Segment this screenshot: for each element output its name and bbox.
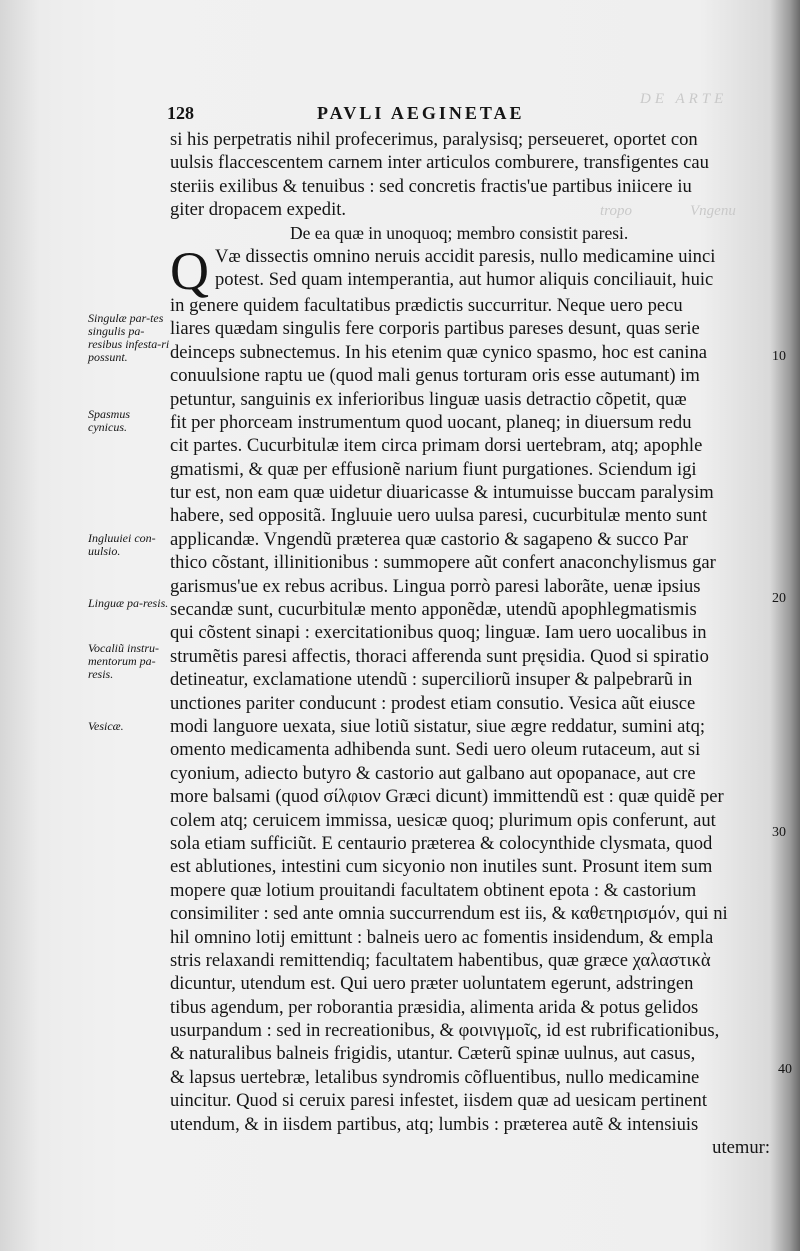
running-title: PAVLI AEGINETAE [317,103,525,123]
text-line: consimiliter : sed ante omnia succurrendum est iis, & καθετηρισμόν, qui ni [170,903,728,925]
text-line: utendum, & in iisdem partibus, atq; lumbis : præterea autẽ & intensiuis [170,1113,699,1135]
text-line: applicandæ. Vngendũ præterea quæ castorio & sagapeno & succo Par [170,528,689,550]
text-line: secandæ sunt, cucurbitulæ mento apponẽdæ, utendũ apophlegmatismis [170,599,697,621]
text-line: colem atq; ceruicem immissa, uesicæ quoq; plurimum opis conferunt, aut [170,809,716,831]
text-line: tibus agendum, per roborantia præsidia, alimenta arida & potus gelidos [170,996,699,1018]
line-number: 40 [778,1062,792,1077]
text-line: tur est, non eam quæ uidetur diuaricasse & intumuisse buccam paralysim [170,482,714,504]
main-text-block [170,128,770,1159]
drop-cap: Q [170,240,209,301]
text-line: dicuntur, utendum est. Qui uero præter uoluntatem egerunt, adstringen [170,973,694,995]
text-line: usurpandum : sed in recreationibus, & φοινιγμοῖς, id est rubrificationibus, [170,1020,720,1042]
drop-cap-paragraph [170,240,770,301]
text-line: fit per phorceam instrumentum quod uocant, planeq; in diuersum redu [170,411,692,433]
margin-note: Vocaliũ instru-mentorum pa-resis. [88,641,159,681]
text-line: & naturalibus balneis frigidis, utantur. Cæterũ spinæ uulnus, aut casus, [170,1043,696,1065]
text-line: conuulsione raptu ue (quod mali genus torturam oris esse autumant) im [170,365,700,387]
text-line: potest. Sed quam intemperantia, aut humor aliquis conciliauit, huic [215,269,714,291]
text-line: petuntur, sanguinis ex inferioribus linguæ uasis detractio cõpetit, quæ [170,388,687,410]
text-line: deinceps subnectemus. In his etenim quæ cynico spasmo, hoc est canina [170,341,708,363]
margin-note: Vesicæ. [88,719,124,733]
bleed-line: Vngenu [690,203,736,219]
catchword: utemur: [712,1137,770,1159]
text-line: stris relaxandi remittendiq; facultatem habentibus, quæ græce χαλαστικὰ [170,949,711,971]
text-line: detineatur, exclamatione utendũ : superciliorũ insuper & palpebrarũ in [170,669,693,691]
bleed-line: tropo [600,203,632,219]
text-line: giter dropacem expedit. [170,199,347,221]
text-line: est ablutiones, intestini cum sicyonio non inutiles sunt. Prosunt item sum [170,856,713,878]
text-line: hil omnino lotij emittunt : balneis uero ac fomentis insidendum, & empla [170,926,714,948]
text-line: strumẽtis paresi affectis, thoraci afferenda sunt pręsidia. Quod si spiratio [170,645,709,667]
text-line: Væ dissectis omnino neruis accidit paresis, nullo medicamine uinci [215,245,716,267]
text-line: uulsis flaccescentem carnem inter articulos comburere, transfigentes cau [170,152,709,174]
text-line: habere, sed oppositã. Ingluuie uero uulsa paresi, cucurbitulæ mento sunt [170,505,708,527]
line-number: 10 [772,349,786,364]
text-line: steriis exilibus & tenuibus : sed concretis fractis'ue partibus iniicere iu [170,175,692,197]
text-line: uincitur. Quod si ceruix paresi infestet, iisdem quæ ad uesicam pertinent [170,1090,708,1112]
margin-note: Ingluuiei con-uulsio. [88,531,156,558]
text-line: & lapsus uertebræ, letalibus syndromis cõfluentibus, nullo medicamine [170,1066,700,1088]
text-line: qui cõstent sinapi : exercitationibus quoq; linguæ. Iam uero uocalibus in [170,622,707,644]
text-line: liares quædam singulis fere corporis partibus pareses desunt, quas serie [170,318,700,340]
section-heading: De ea quæ in unoquoq; membro consistit paresi. [290,222,629,243]
page-number: 128 [167,103,194,123]
text-line: si his perpetratis nihil profecerimus, paralysisq; perseueret, oportet con [170,129,698,150]
line-number: 30 [772,825,786,840]
margin-note: Spasmus cynicus. [88,407,131,434]
text-line: unctiones pariter conducunt : prodest etiam consutio. Vesica aũt eiusce [170,692,696,714]
bleed-line: DE ARTE [640,91,728,107]
text-line: in genere quidem facultatibus prædictis succurritur. Neque uero pecu [170,294,683,316]
margin-note: Singulæ par-tes singulis pa-resibus infesta-ri possunt. [88,311,170,364]
line-number: 20 [772,591,786,606]
text-line: mopere quæ lotium prouitandi facultatem obtinent epota : & castorium [170,879,697,901]
text-line: omento medicamenta adhibenda sunt. Sedi uero oleum rutaceum, aut si [170,739,701,761]
text-line: cit partes. Cucurbitulæ item circa primam dorsi uertebram, atq; apophle [170,435,703,457]
running-header [167,103,587,129]
margin-note: Linguæ pa-resis. [88,596,169,610]
text-line: sola etiam sufficiũt. E centaurio præterea & colocynthide clysmata, quod [170,832,713,854]
text-line: more balsami (quod σίλφιον Græci dicunt) immittendũ est : quæ quidẽ per [170,786,724,808]
text-line: cyonium, adiecto butyro & castorio aut galbano aut opopanace, aut cre [170,762,696,784]
text-line: modi languore uexata, siue lotiũ sistatur, siue ægre reddatur, sumini atq; [170,715,706,737]
text-line: garismus'ue ex rebus acribus. Lingua porrò paresi laborãte, uenæ ipsius [170,575,701,597]
text-line: thico cõstant, illinitionibus : summopere aũt confert anaconchylismus gar [170,552,716,574]
text-line: gmatismi, & quæ per effusionẽ narium fiunt purgationes. Sciendum igi [170,458,697,480]
